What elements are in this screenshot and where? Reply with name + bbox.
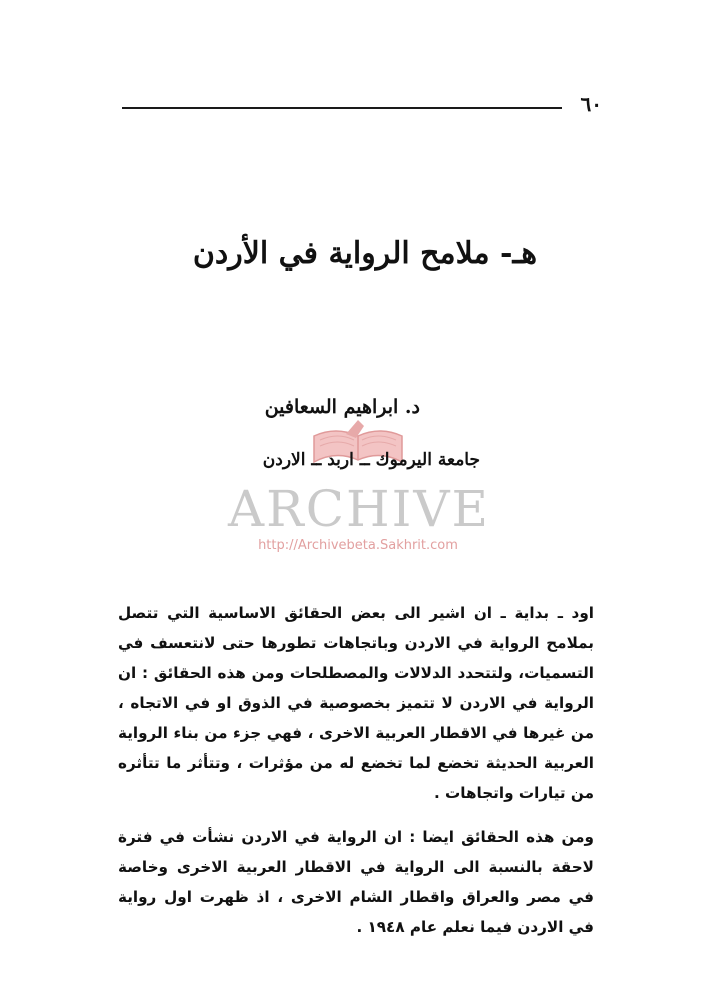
author-affiliation: جامعة اليرموك ــ اربد ــ الاردن: [262, 450, 480, 470]
body-text: [118, 598, 594, 942]
watermark-text: ARCHIVE: [228, 480, 490, 538]
article-title: هـ- ملامح الرواية في الأردن: [192, 236, 538, 271]
watermark-url: http://Archivebeta.Sakhrit.com: [258, 538, 458, 553]
header-rule: [122, 107, 562, 109]
article-author: د. ابراهيم السعافين: [264, 396, 420, 418]
paragraph: اود ـ بداية ـ ان اشير الى بعض الحقائق الاساسية التي تتصل بملامح الرواية في الاردن وباتجاهات تطورها حتى لانتعسف في التسميات، ولتتحدد الدلالات والمصطلحات ومن هذه الحقائق : ان الرواية في الاردن لا تتميز بخصوصية في الذوق او في الاتجاه ، من غيرها في الاقطار العربية الاخرى ، فهي جزء من بناء الرواية العربية الحديثة تخضع لما تخضع له من مؤثرات ، وتتأثر ما تتأثره من تيارات واتجاهات .: [118, 604, 594, 802]
archive-watermark: [228, 418, 488, 563]
page-number: ٦٠: [580, 92, 602, 116]
paragraph: ومن هذه الحقائق ايضا : ان الرواية في الاردن نشأت في فترة لاحقة بالنسبة الى الرواية في الاقطار العربية الاخرى وخاصة في مصر والعراق واقطار الشام الاخرى ، اذ ظهرت اول رواية في الاردن فيما نعلم عام ١٩٤٨ .: [118, 828, 594, 936]
